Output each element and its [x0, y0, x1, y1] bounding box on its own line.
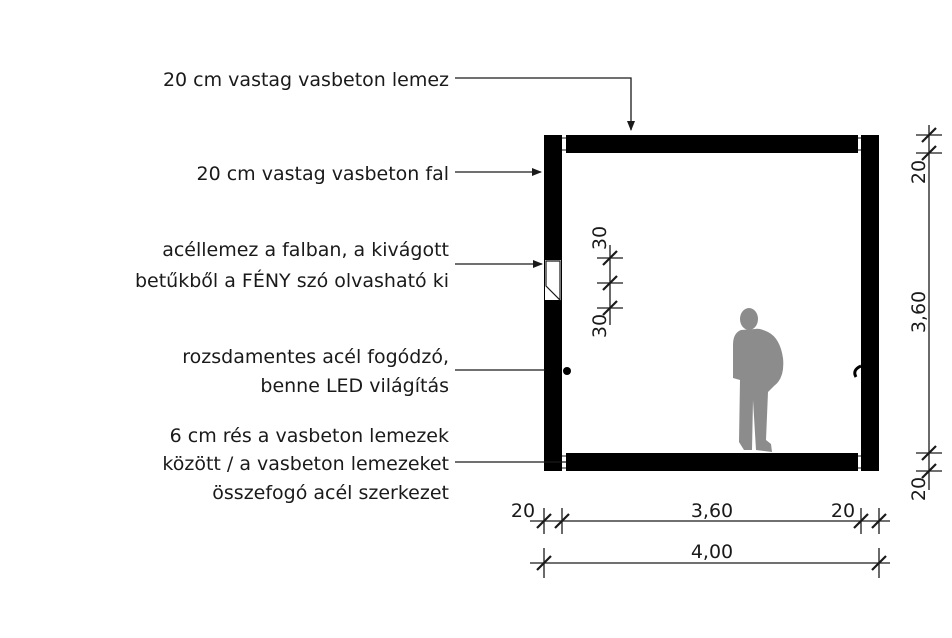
right-wall: [861, 135, 879, 471]
handle-left: [563, 367, 571, 375]
leader-slab: [455, 78, 631, 130]
label-gap-3: összefogó acél szerkezet: [212, 482, 449, 504]
dim-bottom-right: 20: [830, 500, 856, 522]
annotations: [135, 69, 449, 504]
dim-bottom-middle: 3,60: [690, 500, 734, 522]
dim-bottom-total: 4,00: [690, 541, 734, 563]
label-plate-2: betűkből a FÉNY szó olvasható ki: [134, 270, 449, 292]
dim-inner-top: 30: [589, 225, 611, 251]
dim-right-top: 20: [908, 159, 930, 185]
label-gap-2: között / a vasbeton lemezeket: [162, 453, 449, 475]
steel-plate: [545, 260, 561, 300]
gap-lines: [562, 138, 861, 468]
bottom-slab: [566, 453, 858, 471]
dim-right-middle: 3,60: [908, 290, 930, 334]
left-wall: [544, 135, 562, 471]
dimensions-inner: [597, 245, 623, 325]
label-handle-1: rozsdamentes acél fogódzó,: [182, 346, 449, 368]
structure: [544, 135, 879, 471]
label-plate-1: acéllemez a falban, a kivágott: [162, 239, 449, 261]
dim-bottom-left: 20: [510, 500, 536, 522]
top-slab: [566, 135, 858, 153]
dim-inner-bottom: 30: [589, 313, 611, 339]
dim-right-bottom: 20: [908, 476, 930, 502]
label-gap-1: 6 cm rés a vasbeton lemezek: [169, 425, 449, 447]
label-wall: 20 cm vastag vasbeton fal: [196, 163, 449, 185]
label-slab: 20 cm vastag vasbeton lemez: [162, 69, 449, 91]
label-handle-2: benne LED világítás: [260, 375, 449, 397]
person-silhouette: [733, 308, 783, 452]
handle-right: [855, 366, 861, 377]
